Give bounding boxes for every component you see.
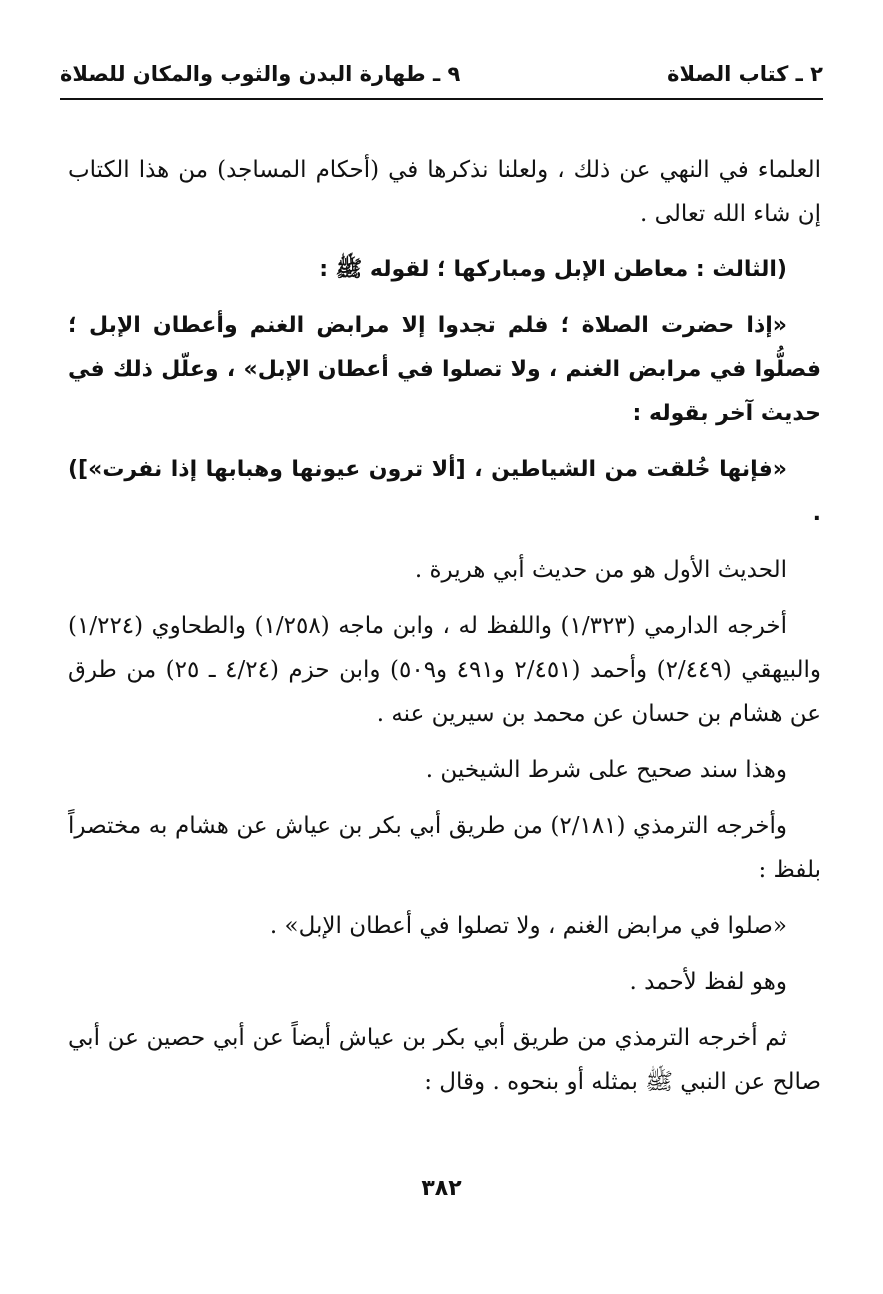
paragraph-ahmad-wording: وهو لفظ لأحمد . bbox=[629, 969, 787, 995]
paragraph-tirmidhi-second: ثم أخرجه الترمذي من طريق أبي بكر بن عياش أيضاً عن أبي حصين عن أبي صالح عن النبي ﷺ بمثله أو بنحوه . وقال : bbox=[68, 1025, 821, 1095]
running-header bbox=[60, 58, 823, 100]
paragraph-short-wording: «صلوا في مرابض الغنم ، ولا تصلوا في أعطان الإبل» . bbox=[269, 913, 787, 939]
paragraph-first-hadith: الحديث الأول هو من حديث أبي هريرة . bbox=[414, 557, 787, 583]
book-title: ٢ ـ كتاب الصلاة bbox=[667, 62, 823, 86]
chapter-title: ٩ ـ طهارة البدن والثوب والمكان للصلاة bbox=[60, 62, 461, 86]
paragraph-hadith-reason: «فإنها خُلقت من الشياطين ، [ألا ترون عيونها وهبابها إذا نفرت»]) . bbox=[68, 457, 821, 526]
paragraph-isnad-grade: وهذا سند صحيح على شرط الشيخين . bbox=[425, 757, 787, 783]
paragraph-continuation: العلماء في النهي عن ذلك ، ولعلنا نذكرها في (أحكام المساجد) من هذا الكتاب إن شاء الله تعالى . bbox=[68, 157, 821, 227]
paragraph-takhrij: أخرجه الدارمي (١/٣٢٣) واللفظ له ، وابن ماجه (١/٢٥٨) والطحاوي (١/٢٢٤) والبيهقي (٢/٤٤٩) وأحمد (٢/٤٥١ و٤٩١ و٥٠٩) وابن حزم (٤/٢٤ ـ ٢٥) من طرق عن هشام بن حسان عن محمد بن سيرين عنه . bbox=[68, 613, 822, 727]
paragraph-tirmidhi: وأخرجه الترمذي (٢/١٨١) من طريق أبي بكر بن عياش عن هشام به مختصراً بلفظ : bbox=[68, 813, 821, 883]
paragraph-hadith-quote: «إذا حضرت الصلاة ؛ فلم تجدوا إلا مرابض الغنم وأعطان الإبل ؛ فصلُّوا في مرابض الغنم ، ولا تصلوا في أعطان الإبل» ، وعلّل ذلك في حديث آخر بقوله : bbox=[68, 313, 821, 426]
paragraph-third-point: (الثالث : معاطن الإبل ومباركها ؛ لقوله ﷺ : bbox=[319, 257, 787, 282]
body-text bbox=[68, 148, 821, 1116]
page-number: ٣٨٢ bbox=[421, 1176, 462, 1201]
